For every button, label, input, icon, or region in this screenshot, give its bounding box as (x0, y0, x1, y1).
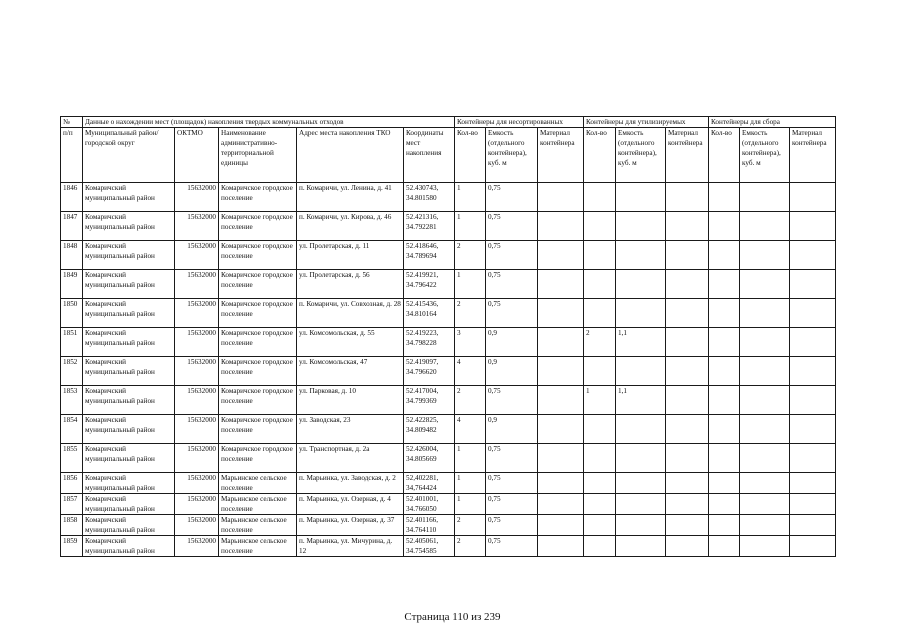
cell-oktmo: 15632000 (175, 270, 219, 299)
cell-empty (790, 183, 836, 212)
col-header-address: Адрес места накопления ТКО (297, 128, 404, 183)
col-header-oktmo: ОКТМО (175, 128, 219, 183)
cell-empty (666, 270, 709, 299)
cell-empty (740, 536, 790, 557)
cell-no: 1849 (61, 270, 83, 299)
cell-empty (666, 515, 709, 536)
cell-vol-recycled (616, 357, 666, 386)
cell-qty-recycled (584, 357, 616, 386)
cell-oktmo: 15632000 (175, 328, 219, 357)
table-row (61, 183, 836, 212)
cell-no: 1848 (61, 241, 83, 270)
cell-no: 1853 (61, 386, 83, 415)
cell-empty (709, 183, 740, 212)
cell-vol-recycled (616, 270, 666, 299)
table-row (61, 212, 836, 241)
cell-empty (790, 444, 836, 473)
cell-empty (740, 299, 790, 328)
cell-no: 1854 (61, 415, 83, 444)
cell-vol: 0,75 (486, 473, 538, 494)
cell-admin: Комаричское городское поселение (219, 444, 297, 473)
cell-admin: Марьинское сельское поселение (219, 473, 297, 494)
cell-empty (666, 241, 709, 270)
cell-empty (709, 357, 740, 386)
cell-coords: 52.401001, 34.766050 (404, 494, 455, 515)
cell-address: ул. Комсомольская, д. 55 (297, 328, 404, 357)
cell-material (538, 212, 584, 241)
cell-empty (790, 357, 836, 386)
col-header-coords: Координаты мест накопления (404, 128, 455, 183)
cell-qty-recycled (584, 183, 616, 212)
col-header-material: Материал контейнера (538, 128, 584, 183)
cell-admin: Комаричское городское поселение (219, 183, 297, 212)
cell-qty-recycled (584, 536, 616, 557)
cell-material (538, 357, 584, 386)
cell-qty: 1 (455, 473, 486, 494)
cell-empty (709, 212, 740, 241)
cell-empty (740, 183, 790, 212)
table-row (61, 270, 836, 299)
cell-qty: 1 (455, 183, 486, 212)
cell-district: Комаричский муниципальный район (83, 515, 175, 536)
table-row (61, 536, 836, 557)
cell-empty (709, 241, 740, 270)
col-group-location: Данные о нахождении мест (площадок) накопления твердых коммунальных отходов (83, 117, 455, 128)
cell-empty (709, 515, 740, 536)
cell-no: 1852 (61, 357, 83, 386)
cell-oktmo: 15632000 (175, 515, 219, 536)
cell-qty: 1 (455, 444, 486, 473)
cell-coords: 52.401166, 34.764110 (404, 515, 455, 536)
cell-qty-recycled (584, 299, 616, 328)
cell-vol-recycled (616, 536, 666, 557)
cell-empty (666, 536, 709, 557)
cell-empty (666, 212, 709, 241)
cell-empty (666, 299, 709, 328)
cell-qty: 1 (455, 212, 486, 241)
cell-address: п. Марьинка, ул. Заводская, д. 2 (297, 473, 404, 494)
cell-material (538, 183, 584, 212)
cell-empty (790, 415, 836, 444)
cell-vol: 0,75 (486, 494, 538, 515)
cell-oktmo: 15632000 (175, 494, 219, 515)
cell-empty (790, 299, 836, 328)
cell-district: Комаричский муниципальный район (83, 270, 175, 299)
cell-empty (666, 473, 709, 494)
cell-oktmo: 15632000 (175, 357, 219, 386)
col-header-admin: Наименование административно-территориальной единицы (219, 128, 297, 183)
cell-qty: 4 (455, 357, 486, 386)
cell-qty-recycled (584, 444, 616, 473)
cell-vol: 0,75 (486, 386, 538, 415)
cell-coords: 52.426004, 34.805669 (404, 444, 455, 473)
cell-admin: Комаричское городское поселение (219, 299, 297, 328)
col-header-vol-recycled: Емкость (отдельного контейнера), куб. м (616, 128, 666, 183)
cell-empty (666, 183, 709, 212)
cell-vol-recycled (616, 241, 666, 270)
cell-address: п. Комаричи, ул. Кирова, д. 46 (297, 212, 404, 241)
cell-district: Комаричский муниципальный район (83, 183, 175, 212)
cell-empty (666, 386, 709, 415)
cell-no: 1856 (61, 473, 83, 494)
table-row (61, 494, 836, 515)
cell-vol: 0,75 (486, 270, 538, 299)
cell-address: ул. Пролетарская, д. 56 (297, 270, 404, 299)
cell-empty (740, 270, 790, 299)
cell-qty: 2 (455, 515, 486, 536)
cell-address: п. Комаричи, ул. Ленина, д. 41 (297, 183, 404, 212)
cell-qty-recycled: 2 (584, 328, 616, 357)
cell-coords: 52.405061, 34.754585 (404, 536, 455, 557)
cell-district: Комаричский муниципальный район (83, 241, 175, 270)
cell-qty: 4 (455, 415, 486, 444)
cell-qty: 3 (455, 328, 486, 357)
cell-coords: 52.421316, 34.792281 (404, 212, 455, 241)
cell-empty (790, 494, 836, 515)
cell-oktmo: 15632000 (175, 415, 219, 444)
cell-vol-recycled (616, 299, 666, 328)
cell-no: 1857 (61, 494, 83, 515)
cell-admin: Марьинское сельское поселение (219, 494, 297, 515)
cell-coords: 52.430743, 34.801580 (404, 183, 455, 212)
cell-empty (709, 444, 740, 473)
cell-vol-recycled (616, 212, 666, 241)
col-header-qty-collect: Кол-во (709, 128, 740, 183)
cell-vol-recycled (616, 183, 666, 212)
col-header-material-recycled: Материал контейнера (666, 128, 709, 183)
cell-no: 1858 (61, 515, 83, 536)
cell-no: 1846 (61, 183, 83, 212)
cell-oktmo: 15632000 (175, 241, 219, 270)
cell-admin: Комаричское городское поселение (219, 212, 297, 241)
cell-material (538, 386, 584, 415)
cell-admin: Марьинское сельское поселение (219, 536, 297, 557)
cell-vol: 0,9 (486, 357, 538, 386)
cell-oktmo: 15632000 (175, 386, 219, 415)
cell-empty (709, 328, 740, 357)
cell-admin: Комаричское городское поселение (219, 357, 297, 386)
col-group-collect: Контейнеры для сбора (709, 117, 836, 128)
cell-coords: 52.419921, 34.796422 (404, 270, 455, 299)
col-header-qty-recycled: Кол-во (584, 128, 616, 183)
col-group-recycled: Контейнеры для утилизируемых (584, 117, 709, 128)
cell-vol-recycled (616, 444, 666, 473)
cell-no: 1851 (61, 328, 83, 357)
cell-district: Комаричский муниципальный район (83, 299, 175, 328)
cell-address: п. Марьинка, ул. Мичурина, д. 12 (297, 536, 404, 557)
table-row (61, 328, 836, 357)
cell-district: Комаричский муниципальный район (83, 444, 175, 473)
cell-district: Комаричский муниципальный район (83, 494, 175, 515)
cell-coords: 52.415436, 34.810164 (404, 299, 455, 328)
cell-address: п. Марьинка, ул. Озерная, д. 4 (297, 494, 404, 515)
cell-empty (666, 444, 709, 473)
cell-empty (740, 386, 790, 415)
cell-admin: Комаричское городское поселение (219, 270, 297, 299)
cell-material (538, 515, 584, 536)
cell-coords: 52.422825, 34.809482 (404, 415, 455, 444)
cell-vol: 0,75 (486, 212, 538, 241)
cell-coords: 52.417004, 34.799369 (404, 386, 455, 415)
cell-vol-recycled: 1,1 (616, 386, 666, 415)
cell-empty (740, 515, 790, 536)
cell-empty (666, 328, 709, 357)
cell-empty (666, 494, 709, 515)
cell-empty (790, 536, 836, 557)
cell-vol-recycled (616, 473, 666, 494)
cell-empty (740, 241, 790, 270)
cell-vol-recycled (616, 515, 666, 536)
cell-no: 1847 (61, 212, 83, 241)
cell-material (538, 536, 584, 557)
cell-empty (790, 515, 836, 536)
cell-empty (790, 386, 836, 415)
cell-address: ул. Пролетарская, д. 11 (297, 241, 404, 270)
cell-empty (790, 212, 836, 241)
header-row-columns (61, 128, 836, 183)
cell-empty (709, 386, 740, 415)
cell-qty-recycled (584, 212, 616, 241)
cell-district: Комаричский муниципальный район (83, 212, 175, 241)
table-row (61, 415, 836, 444)
header-row-groups (61, 117, 836, 128)
cell-qty-recycled (584, 494, 616, 515)
cell-qty: 2 (455, 536, 486, 557)
table-row (61, 386, 836, 415)
cell-empty (740, 473, 790, 494)
cell-empty (740, 415, 790, 444)
cell-address: ул. Транспортная, д. 2а (297, 444, 404, 473)
cell-qty-recycled (584, 270, 616, 299)
cell-vol: 0,9 (486, 328, 538, 357)
page-number: Страница 110 из 239 (404, 611, 501, 623)
cell-qty-recycled (584, 241, 616, 270)
table-row (61, 515, 836, 536)
cell-vol: 0,75 (486, 299, 538, 328)
table-row (61, 241, 836, 270)
col-group-unsorted: Контейнеры для несортированных (455, 117, 584, 128)
col-header-pp: п/п (61, 128, 83, 183)
cell-qty-recycled: 1 (584, 386, 616, 415)
cell-address: п. Марьинка, ул. Озерная, д. 37 (297, 515, 404, 536)
cell-address: ул. Парковая, д. 10 (297, 386, 404, 415)
cell-oktmo: 15632000 (175, 473, 219, 494)
cell-empty (740, 212, 790, 241)
cell-district: Комаричский муниципальный район (83, 328, 175, 357)
cell-material (538, 415, 584, 444)
cell-vol: 0,75 (486, 183, 538, 212)
cell-material (538, 241, 584, 270)
cell-empty (790, 473, 836, 494)
cell-admin: Комаричское городское поселение (219, 386, 297, 415)
col-header-qty: Кол-во (455, 128, 486, 183)
cell-vol: 0,75 (486, 444, 538, 473)
cell-oktmo: 15632000 (175, 299, 219, 328)
cell-oktmo: 15632000 (175, 444, 219, 473)
cell-empty (709, 494, 740, 515)
cell-vol: 0,9 (486, 415, 538, 444)
cell-coords: 52,402281, 34,764424 (404, 473, 455, 494)
col-header-no: № (61, 117, 83, 128)
cell-qty: 1 (455, 270, 486, 299)
cell-district: Комаричский муниципальный район (83, 415, 175, 444)
cell-material (538, 328, 584, 357)
cell-district: Комаричский муниципальный район (83, 473, 175, 494)
cell-material (538, 444, 584, 473)
cell-vol: 0,75 (486, 536, 538, 557)
cell-coords: 52.419097, 34.796620 (404, 357, 455, 386)
waste-sites-table (60, 116, 836, 557)
col-header-vol: Емкость (отдельного контейнера), куб. м (486, 128, 538, 183)
cell-empty (709, 536, 740, 557)
cell-oktmo: 15632000 (175, 536, 219, 557)
cell-empty (666, 357, 709, 386)
cell-empty (740, 357, 790, 386)
cell-vol: 0,75 (486, 515, 538, 536)
cell-address: ул. Заводская, 23 (297, 415, 404, 444)
cell-district: Комаричский муниципальный район (83, 536, 175, 557)
cell-vol: 0,75 (486, 241, 538, 270)
cell-qty: 1 (455, 494, 486, 515)
cell-coords: 52.419223, 34.798228 (404, 328, 455, 357)
cell-material (538, 473, 584, 494)
cell-admin: Марьинское сельское поселение (219, 515, 297, 536)
cell-oktmo: 15632000 (175, 212, 219, 241)
cell-empty (666, 415, 709, 444)
cell-vol-recycled (616, 415, 666, 444)
cell-no: 1859 (61, 536, 83, 557)
cell-vol-recycled (616, 494, 666, 515)
cell-oktmo: 15632000 (175, 183, 219, 212)
cell-address: ул. Комсомольская, 47 (297, 357, 404, 386)
cell-empty (790, 270, 836, 299)
cell-empty (709, 270, 740, 299)
cell-empty (740, 444, 790, 473)
table-row (61, 299, 836, 328)
cell-qty: 2 (455, 299, 486, 328)
cell-no: 1850 (61, 299, 83, 328)
cell-material (538, 270, 584, 299)
cell-qty-recycled (584, 415, 616, 444)
cell-qty: 2 (455, 386, 486, 415)
cell-vol-recycled: 1,1 (616, 328, 666, 357)
cell-empty (740, 494, 790, 515)
cell-admin: Комаричское городское поселение (219, 241, 297, 270)
table-row (61, 357, 836, 386)
cell-material (538, 299, 584, 328)
cell-empty (709, 299, 740, 328)
cell-material (538, 494, 584, 515)
cell-empty (709, 415, 740, 444)
col-header-district: Муниципальный район/городской округ (83, 128, 175, 183)
cell-qty-recycled (584, 515, 616, 536)
cell-district: Комаричский муниципальный район (83, 386, 175, 415)
cell-admin: Комаричское городское поселение (219, 415, 297, 444)
col-header-vol-collect: Емкость (отдельного контейнера), куб. м (740, 128, 790, 183)
table-row (61, 473, 836, 494)
cell-district: Комаричский муниципальный район (83, 357, 175, 386)
cell-empty (790, 241, 836, 270)
cell-empty (740, 328, 790, 357)
cell-empty (790, 328, 836, 357)
col-header-material-collect: Материал контейнера (790, 128, 836, 183)
cell-address: п. Комаричи, ул. Совхозная, д. 28 (297, 299, 404, 328)
table-row (61, 444, 836, 473)
cell-no: 1855 (61, 444, 83, 473)
cell-empty (709, 473, 740, 494)
cell-qty-recycled (584, 473, 616, 494)
cell-admin: Комаричское городское поселение (219, 328, 297, 357)
cell-qty: 2 (455, 241, 486, 270)
cell-coords: 52.418646, 34.789694 (404, 241, 455, 270)
